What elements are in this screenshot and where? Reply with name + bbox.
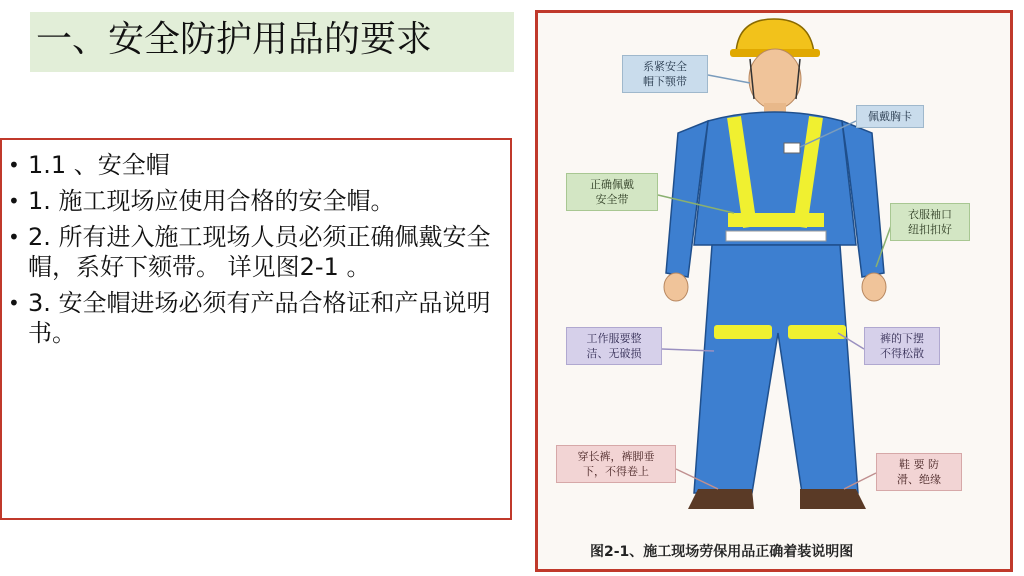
uniform-trousers [694, 245, 858, 493]
waist-belt [726, 231, 826, 241]
bullet-item [8, 150, 508, 180]
callout-clean-uniform: 工作服要整 洁、无破损 [566, 327, 662, 365]
callout-hem: 裤的下摆 不得松散 [864, 327, 940, 365]
bullet-list [8, 150, 508, 354]
callout-badge: 佩戴胸卡 [856, 105, 924, 128]
figure-frame [535, 10, 1013, 572]
bullet-dot-icon: • [8, 225, 20, 249]
callout-chinstrap: 系紧安全 帽下颚带 [622, 55, 708, 93]
helmet-icon [736, 19, 814, 53]
callout-harness: 正确佩戴 安全带 [566, 173, 658, 211]
bullet-dot-icon: • [8, 153, 20, 177]
left-shoe [688, 489, 754, 509]
callout-trousers: 穿长裤，裤脚垂 下，不得卷上 [556, 445, 676, 483]
callout-cuffs: 衣服袖口 纽扣扣好 [890, 203, 970, 241]
bullet-item [8, 186, 508, 216]
bullet-text: 1.1 、安全帽 [28, 151, 170, 179]
bullet-dot-icon: • [8, 291, 20, 315]
figure-caption: 图2-1、施工现场劳保用品正确着装说明图 [590, 544, 854, 560]
content-box [0, 138, 512, 520]
callout-shoes: 鞋 要 防 滑、绝缘 [876, 453, 962, 491]
bullet-text: 1. 施工现场应使用合格的安全帽。 [28, 187, 395, 215]
chest-badge [784, 143, 800, 153]
bullet-text: 3. 安全帽进场必须有产品合格证和产品说明书。 [28, 289, 491, 347]
harness-belt [728, 213, 824, 227]
right-shoe [800, 489, 866, 509]
knee-band-right [788, 325, 846, 339]
bullet-item [8, 222, 508, 282]
face [749, 49, 801, 109]
bullet-dot-icon: • [8, 189, 20, 213]
bullet-text: 2. 所有进入施工现场人员必须正确佩戴安全帽，系好下颏带。 详见图2-1 。 [28, 223, 491, 281]
bullet-item [8, 288, 508, 348]
knee-band-left [714, 325, 772, 339]
page-title: 一、安全防护用品的要求 [36, 19, 433, 60]
